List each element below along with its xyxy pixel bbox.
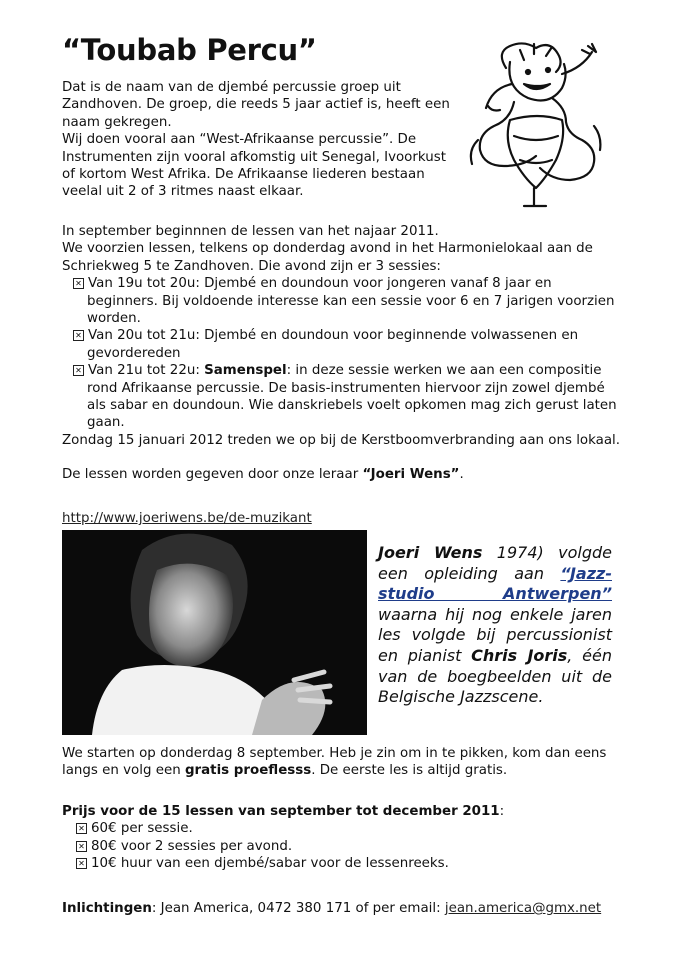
prices-colon: :	[499, 804, 505, 819]
lessons-schedule-text: We voorzien lessen, telkens op donderdag avond in het Harmonielokaal aan de Schriekweg 5 te Zandhoven. Die avond zijn er 3 sessies:	[62, 241, 593, 274]
musician-photo	[62, 530, 367, 735]
checkbox-icon: ✕	[76, 841, 87, 852]
intro-paragraph-2: Wij doen vooral aan “West-Afrikaanse percussie”. De Instrumenten zijn vooral afkomstig uit Senegal, Ivoorkust of kortom West Afrika. De Afrikaanse liederen bestaan veelal uit 2 of 3 ritmes naast elkaar.	[62, 132, 446, 200]
start-text-1: We starten op donderdag 8 september. Heb je zin om in te pikken, kom dan eens langs en volg een	[62, 746, 607, 779]
session-3-time: Van 21u tot 22u:	[88, 363, 200, 379]
start-text-2: . De eerste les is altijd gratis.	[311, 763, 508, 779]
session-item	[62, 275, 622, 327]
bio-text-1: 1974) volgde een opleiding aan	[378, 543, 612, 583]
prices-section	[62, 803, 622, 873]
session-3-text: : in deze sessie werken we aan een compositie rond Afrikaanse percussie. De basis-instrumenten hiervoor zijn zowel djembé als sabar en doundoun. Wie danskriebels voelt opkomen mag zich gerust laten gaan.	[87, 363, 617, 431]
bio-text-3: , één van de boegbeelden uit de Belgische Jazzscene.	[378, 645, 612, 707]
session-1-text: Van 19u tot 20u: Djembé en doundoun voor jongeren vanaf 8 jaar en beginners. Bij voldoende interesse kan een sessie voor 6 en 7 jarigen voorzien worden.	[87, 276, 615, 327]
teacher-bio	[378, 543, 612, 708]
teacher-post: .	[459, 467, 464, 483]
contact-line	[62, 900, 601, 917]
teacher-website-link[interactable]: http://www.joeriwens.be/de-muzikant	[62, 511, 312, 526]
price-text: 10€ huur van een djembé/sabar voor de lessenreeks.	[91, 856, 449, 872]
contact-label: Inlichtingen	[62, 901, 152, 916]
price-text: 60€ per sessie.	[91, 821, 193, 837]
session-2-text: Van 20u tot 21u: Djembé en doundoun voor beginnende volwassenen en gevordereden	[87, 328, 579, 361]
teacher-pre: De lessen worden gegeven door onze leraar	[62, 467, 363, 483]
intro-section	[62, 79, 457, 201]
teacher-line	[62, 466, 622, 483]
checkbox-icon: ✕	[73, 330, 84, 341]
start-free-lessons: gratis proeflesss	[184, 763, 312, 779]
bio-name: Joeri Wens	[378, 543, 483, 562]
session-item	[62, 362, 622, 432]
session-item	[62, 327, 622, 362]
prices-heading-line	[62, 803, 622, 820]
drummer-cartoon-icon	[458, 40, 618, 210]
lessons-section	[62, 223, 622, 484]
price-item	[62, 855, 622, 872]
checkbox-icon: ✕	[73, 278, 84, 289]
bio-text-2: waarna hij nog enkele jaren les volgde bij percussionist en pianist	[378, 604, 612, 665]
jazz-studio-link[interactable]: “Jazz-studio Antwerpen”	[378, 563, 612, 604]
session-3-title: Samenspel	[204, 363, 287, 379]
event-text: Zondag 15 januari 2012 treden we op bij de Kerstboomverbranding aan ons lokaal.	[62, 432, 621, 448]
checkbox-icon: ✕	[76, 823, 87, 834]
start-paragraph	[62, 745, 622, 780]
price-text: 80€ voor 2 sessies per avond.	[91, 838, 293, 854]
checkbox-icon: ✕	[76, 858, 87, 869]
prices-heading: Prijs voor de 15 lessen van september tot december 2011	[62, 804, 500, 819]
lessons-start-text: In september beginnnen de lessen van het najaar 2011.	[62, 224, 439, 239]
intro-paragraph-1: Dat is de naam van de djembé percussie groep uit Zandhoven. De groep, die reeds 5 jaar actief is, heeft een naam gekregen.	[62, 80, 450, 130]
teacher-name: “Joeri Wens”	[362, 467, 460, 483]
checkbox-icon: ✕	[73, 365, 84, 376]
contact-text: : Jean America, 0472 380 171 of per email:	[151, 901, 445, 916]
page-title: “Toubab Percu”	[62, 33, 317, 67]
price-item	[62, 820, 622, 837]
contact-email-link[interactable]: jean.america@gmx.net	[444, 901, 602, 916]
price-item	[62, 838, 622, 855]
bio-mentor: Chris Joris	[471, 645, 568, 665]
